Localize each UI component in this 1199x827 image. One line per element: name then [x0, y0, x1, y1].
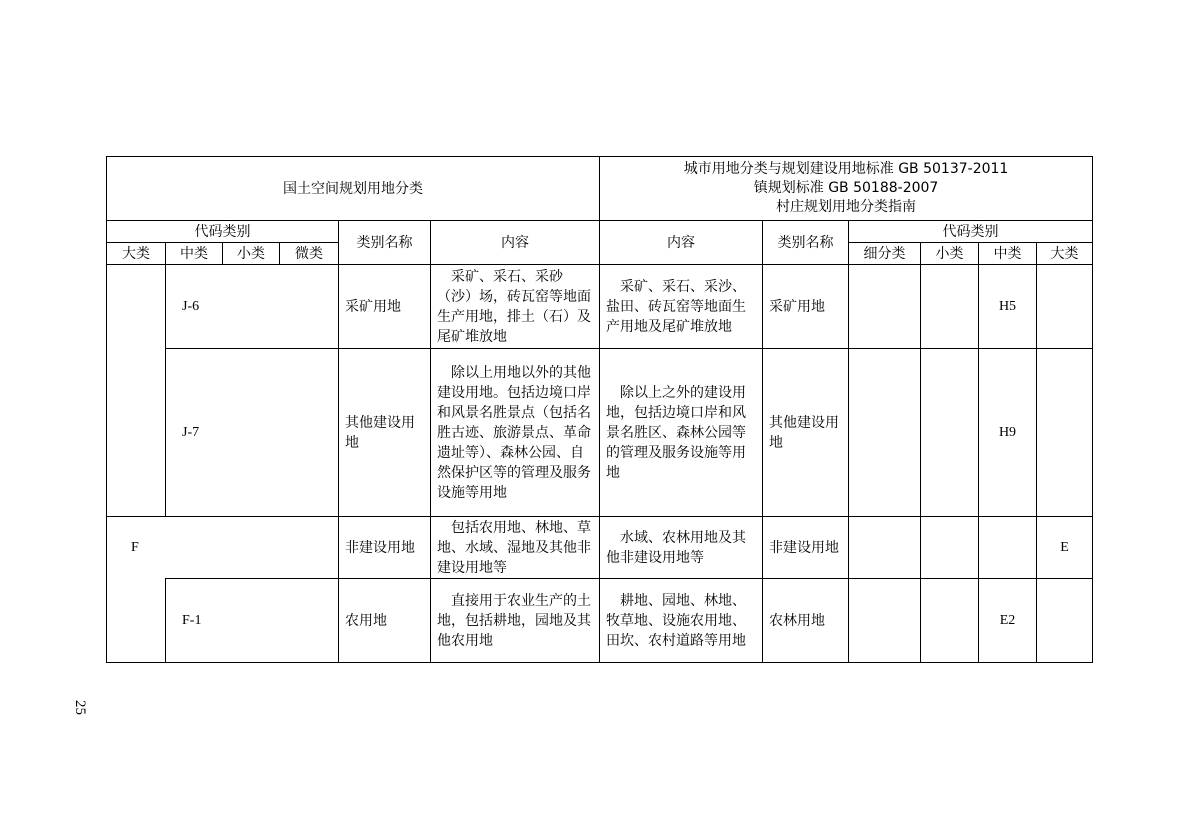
- right-category-name: 农林用地: [763, 579, 849, 663]
- right-fine-code: [849, 349, 921, 517]
- right-fine-code: [849, 579, 921, 663]
- left-category-name-header: 类别名称: [339, 221, 431, 265]
- left-category-name: 其他建设用地: [339, 349, 431, 517]
- left-content: 除以上用地以外的其他建设用地。包括边境口岸和风景名胜景点（包括名胜古迹、旅游景点、革命遗址等）、森林公园、自然保护区等的管理及服务设施等用地: [431, 349, 600, 517]
- right-major-code: [1037, 349, 1093, 517]
- right-level-fine: 细分类: [849, 243, 921, 265]
- right-small-code: [921, 579, 979, 663]
- right-table-title: [600, 157, 1093, 221]
- right-category-name-header: 类别名称: [763, 221, 849, 265]
- table-row: [107, 579, 1093, 663]
- right-category-name: 采矿用地: [763, 265, 849, 349]
- right-mid-code: [979, 517, 1037, 579]
- right-category-name: 其他建设用地: [763, 349, 849, 517]
- right-major-code: E: [1037, 517, 1093, 579]
- right-small-code: [921, 517, 979, 579]
- right-title-line-2: 镇规划标准 GB 50188-2007: [753, 180, 939, 196]
- left-category-name: 采矿用地: [339, 265, 431, 349]
- left-content-header: 内容: [431, 221, 600, 265]
- right-content: 除以上之外的建设用地，包括边境口岸和风景名胜区、森林公园等的管理及服务设施等用地: [600, 349, 763, 517]
- left-mid-code: F-1: [166, 579, 339, 663]
- right-category-name: 非建设用地: [763, 517, 849, 579]
- left-content: 采矿、采石、采砂（沙）场，砖瓦窑等地面生产用地，排土（石）及尾矿堆放地: [431, 265, 600, 349]
- left-major-cell: [107, 579, 166, 663]
- right-small-code: [921, 349, 979, 517]
- land-use-classification-table: [106, 156, 1093, 663]
- left-major-code: F: [107, 517, 339, 579]
- table-row: [107, 517, 1093, 579]
- left-mid-code: J-6: [166, 265, 339, 349]
- left-content: 直接用于农业生产的土地，包括耕地，园地及其他农用地: [431, 579, 600, 663]
- right-major-code: [1037, 265, 1093, 349]
- right-content: 采矿、采石、采沙、盐田、砖瓦窑等地面生产用地及尾矿堆放地: [600, 265, 763, 349]
- table-row: [107, 349, 1093, 517]
- page-number: 25: [72, 700, 88, 715]
- left-category-name: 非建设用地: [339, 517, 431, 579]
- left-table-title: 国土空间规划用地分类: [107, 157, 600, 221]
- right-title-line-1: 城市用地分类与规划建设用地标准 GB 50137-2011: [683, 161, 1009, 177]
- left-major-cell: [107, 265, 166, 517]
- left-category-name: 农用地: [339, 579, 431, 663]
- right-content: 水域、农林用地及其他非建设用地等: [600, 517, 763, 579]
- right-mid-code: E2: [979, 579, 1037, 663]
- right-level-mid: 中类: [979, 243, 1037, 265]
- left-mid-code: J-7: [166, 349, 339, 517]
- right-fine-code: [849, 265, 921, 349]
- left-level-small: 小类: [223, 243, 280, 265]
- right-content-header: 内容: [600, 221, 763, 265]
- right-mid-code: H9: [979, 349, 1037, 517]
- left-code-category-header: 代码类别: [107, 221, 339, 243]
- left-level-major: 大类: [107, 243, 166, 265]
- left-level-mid: 中类: [166, 243, 223, 265]
- right-major-code: [1037, 579, 1093, 663]
- right-title-line-3: 村庄规划用地分类指南: [776, 199, 917, 215]
- right-content: 耕地、园地、林地、牧草地、设施农用地、田坎、农村道路等用地: [600, 579, 763, 663]
- right-level-major: 大类: [1037, 243, 1093, 265]
- right-code-category-header: 代码类别: [849, 221, 1093, 243]
- left-content: 包括农用地、林地、草地、水域、湿地及其他非建设用地等: [431, 517, 600, 579]
- right-small-code: [921, 265, 979, 349]
- table-row: [107, 265, 1093, 349]
- right-fine-code: [849, 517, 921, 579]
- left-level-micro: 微类: [280, 243, 339, 265]
- right-level-small: 小类: [921, 243, 979, 265]
- right-mid-code: H5: [979, 265, 1037, 349]
